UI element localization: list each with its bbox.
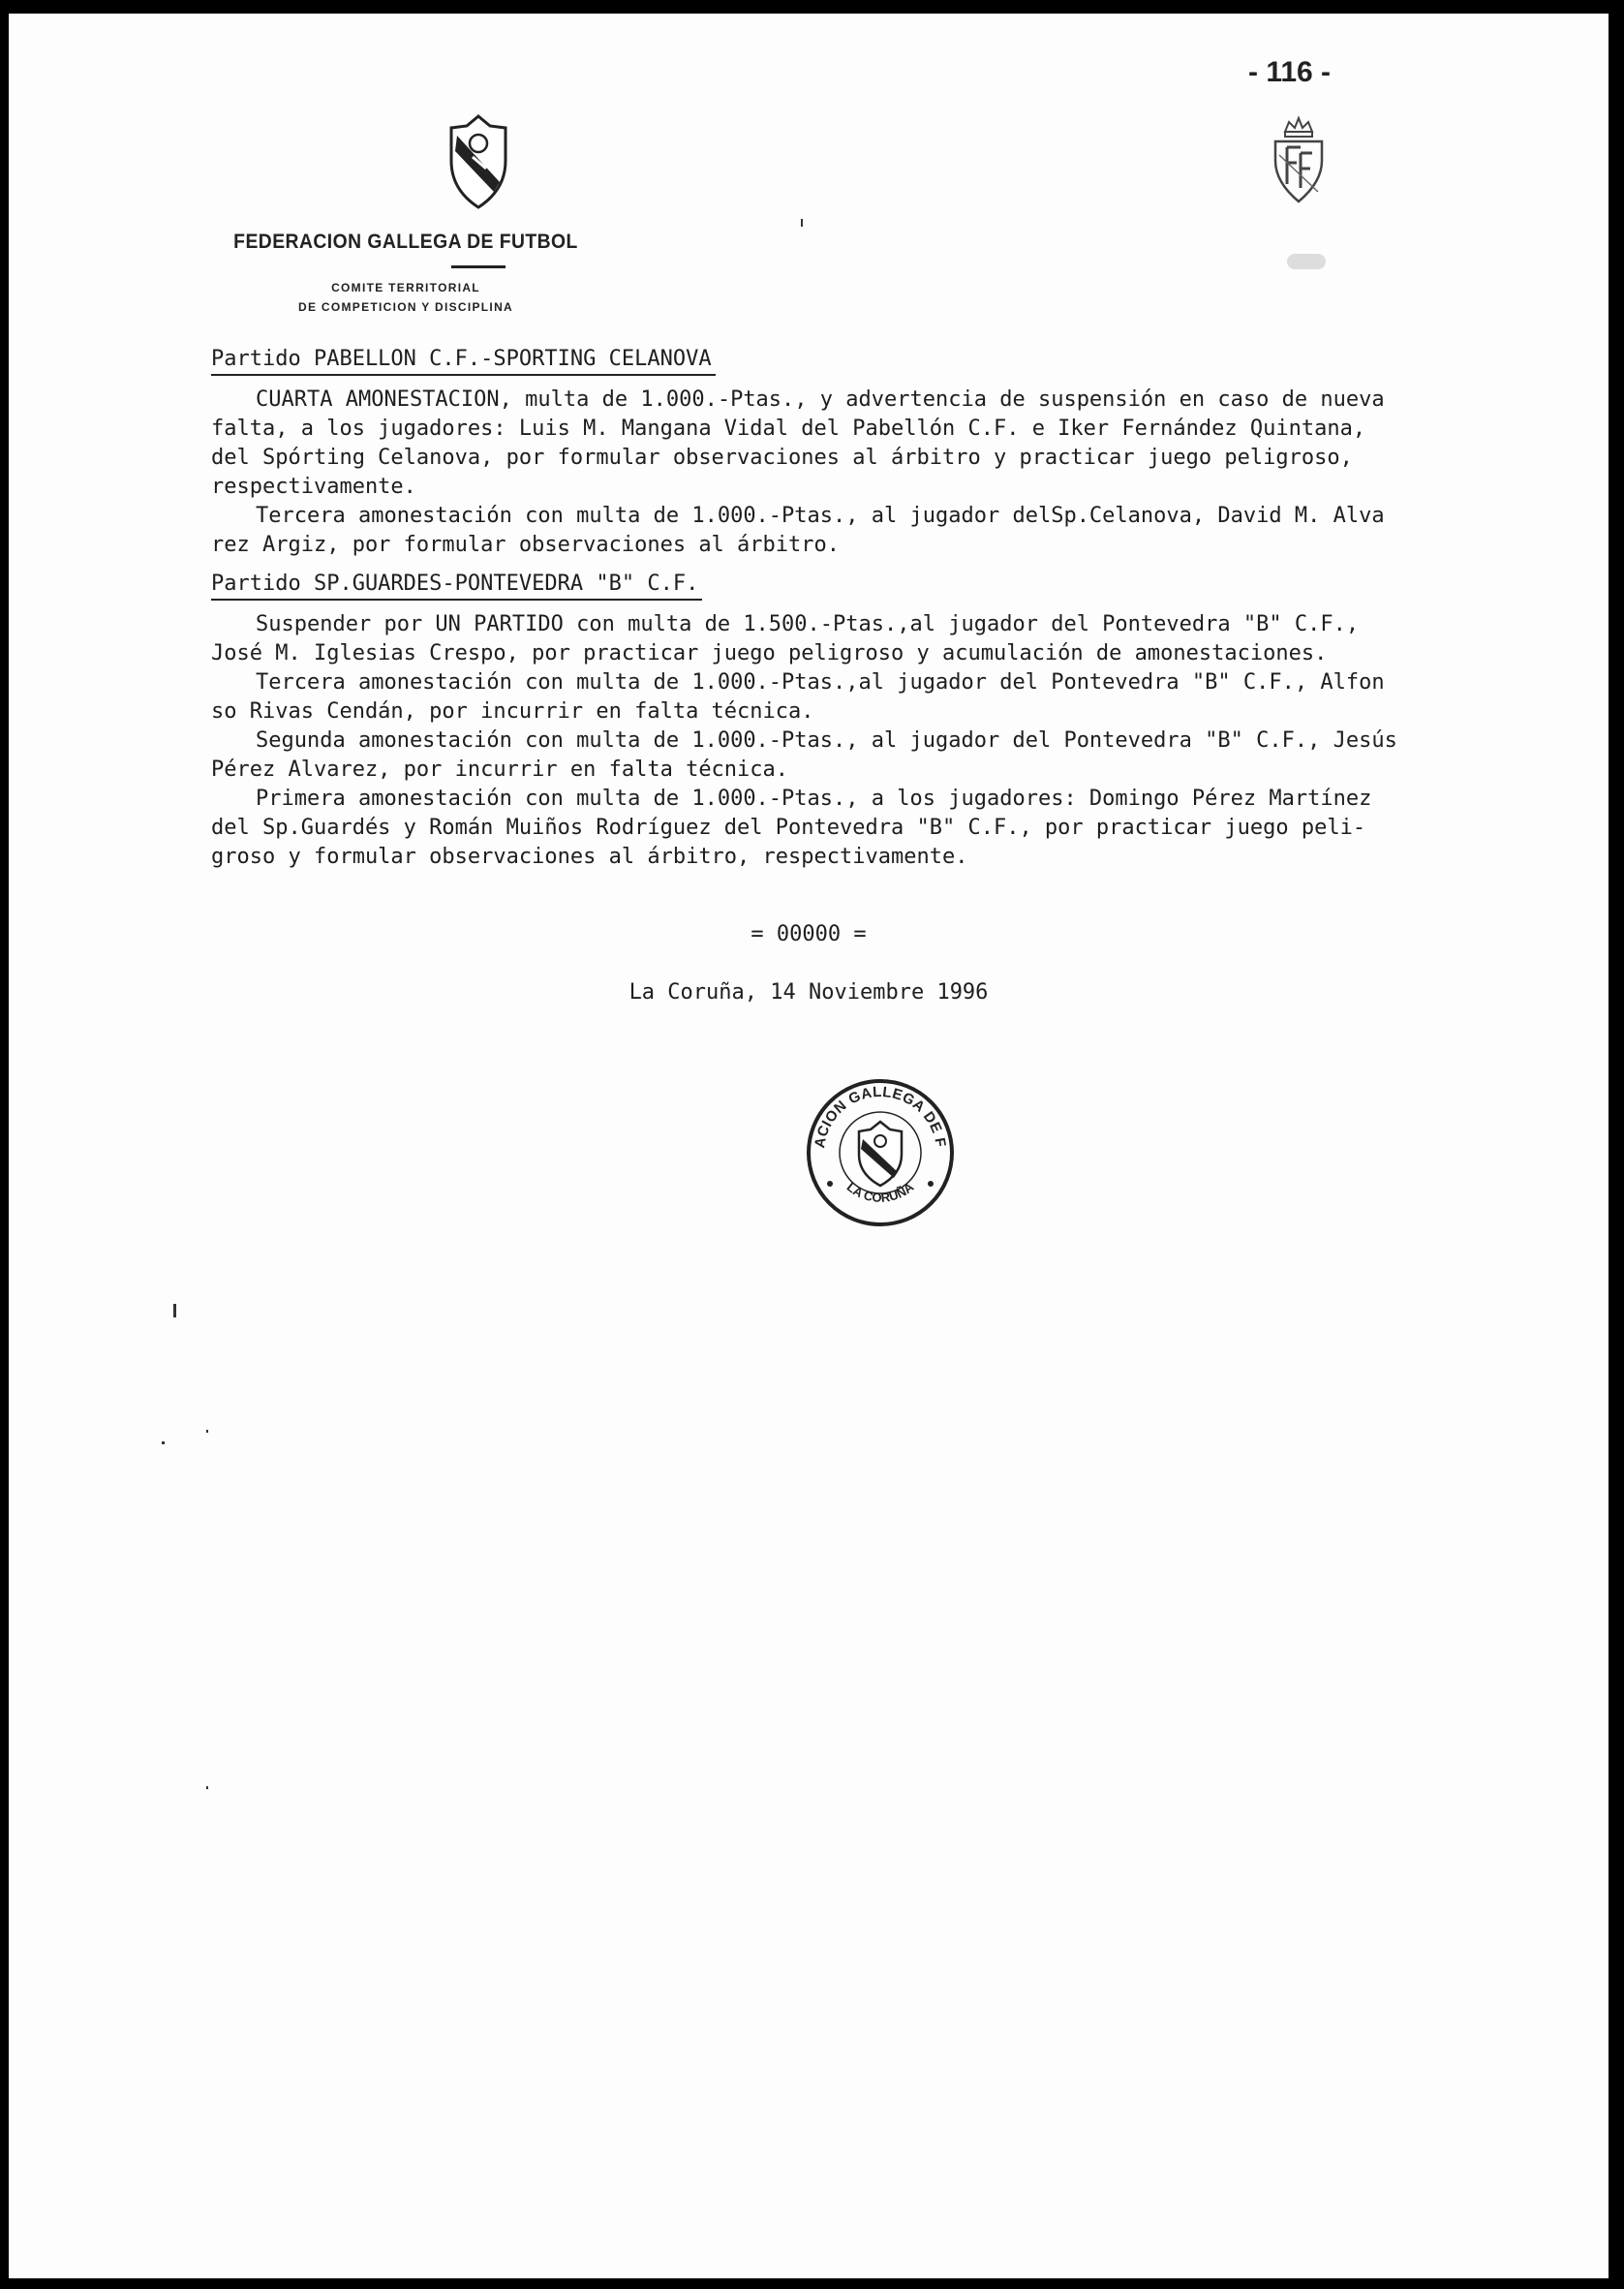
committee-name-line-2: DE COMPETICION Y DISCIPLINA <box>297 300 513 314</box>
section-heading: Partido SP.GUARDES-PONTEVEDRA "B" C.F. <box>211 570 702 601</box>
organization-name: FEDERACION GALLEGA DE FUTBOL <box>233 231 578 253</box>
scan-speck <box>173 1304 176 1317</box>
place-and-date: La Coruña, 14 Noviembre 1996 <box>628 980 989 1005</box>
paragraph-line: respectivamente. <box>211 475 416 499</box>
stamp-text-bottom: LA CORUÑA <box>843 1179 917 1205</box>
page-number: - 116 - <box>1248 56 1332 88</box>
paragraph-line: Pérez Alvarez, por incurrir en falta técnica. <box>211 758 789 782</box>
paragraph-line: falta, a los jugadores: Luis M. Mangana Vidal del Pabellón C.F. e Iker Fernández Quintana, <box>211 417 1366 441</box>
paragraph-line: del Spórting Celanova, por formular observaciones al árbitro y practicar juego peligroso, <box>211 446 1353 470</box>
paragraph-line: so Rivas Cendán, por incurrir en falta técnica. <box>211 699 814 724</box>
paragraph-line: del Sp.Guardés y Román Muiños Rodríguez del Pontevedra "B" C.F., por practicar juego peli- <box>211 816 1366 840</box>
federation-shield-logo <box>447 114 509 216</box>
separator: = 00000 = <box>751 922 867 946</box>
federation-stamp <box>803 1075 958 1235</box>
paragraph-line: rez Argiz, por formular observaciones al árbitro. <box>211 533 841 557</box>
royal-federation-emblem <box>1270 114 1328 216</box>
section-guardes-pontevedra <box>211 570 1567 872</box>
resolution-body <box>211 345 1567 872</box>
paragraph-line: CUARTA AMONESTACION, multa de 1.000.-Ptas., y advertencia de suspensión en caso de nueva <box>256 387 1385 412</box>
section-pabellon-sporting <box>211 345 1567 560</box>
stamp-text-top: ACION GALLEGA DE F <box>812 1083 949 1150</box>
paragraph-line: Tercera amonestación con multa de 1.000.-Ptas.,al jugador del Pontevedra "B" C.F., Alfon <box>256 670 1385 695</box>
divider <box>451 265 506 268</box>
scan-speck <box>206 1786 208 1789</box>
scan-speck <box>206 1430 208 1433</box>
scan-speck <box>801 219 803 227</box>
committee-name-line-1: COMITE TERRITORIAL <box>331 281 480 294</box>
scan-smudge <box>1287 254 1326 269</box>
paragraph-line: Primera amonestación con multa de 1.000.-Ptas., a los jugadores: Domingo Pérez Martínez <box>256 787 1372 811</box>
paragraph-line: groso y formular observaciones al árbitro, respectivamente. <box>211 845 968 869</box>
section-heading: Partido PABELLON C.F.-SPORTING CELANOVA <box>211 345 716 376</box>
paragraph-line: José M. Iglesias Crespo, por practicar juego peligroso y acumulación de amonestaciones. <box>211 641 1328 665</box>
paragraph-line: Segunda amonestación con multa de 1.000.-Ptas., al jugador del Pontevedra "B" C.F., Jesús <box>256 728 1397 753</box>
paragraph-line: Suspender por UN PARTIDO con multa de 1.500.-Ptas.,al jugador del Pontevedra "B" C.F., <box>256 612 1360 636</box>
document-page <box>9 14 1609 2278</box>
paragraph-line: Tercera amonestación con multa de 1.000.-Ptas., al jugador delSp.Celanova, David M. Alva <box>256 504 1385 528</box>
scan-speck <box>162 1441 165 1444</box>
